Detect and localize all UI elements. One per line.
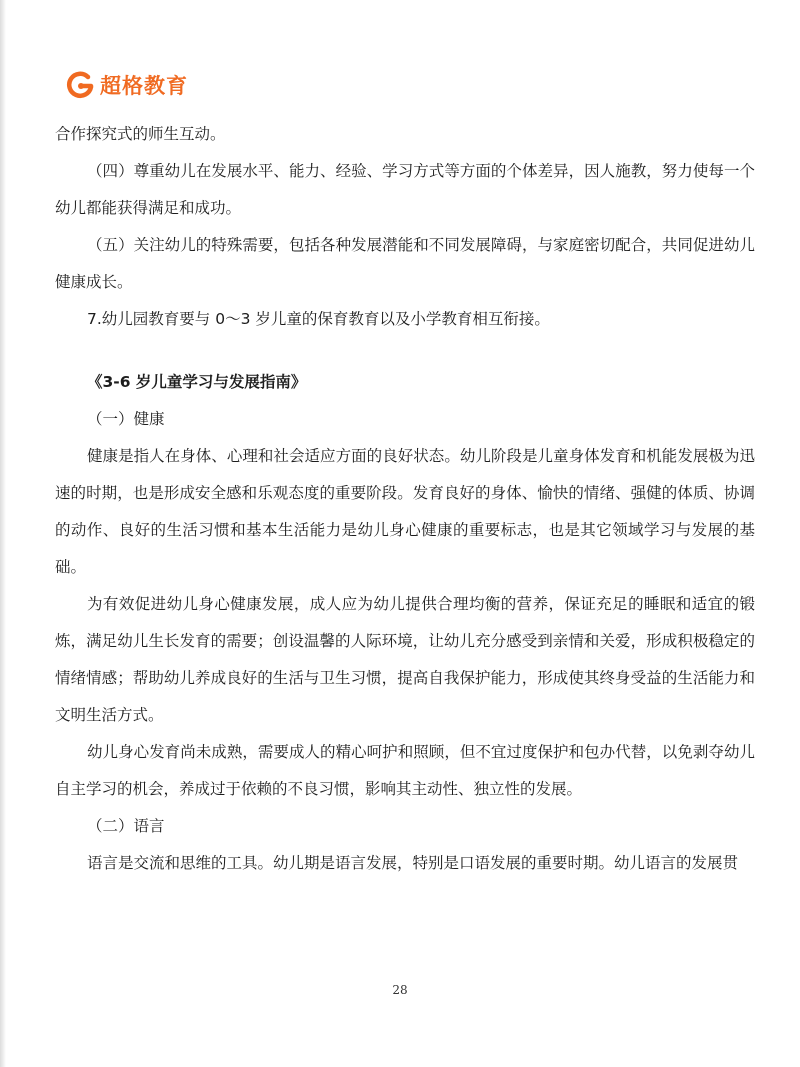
page-number: 28 — [392, 983, 408, 997]
paragraph-health-definition: 健康是指人在身体、心理和社会适应方面的良好状态。幼儿阶段是儿童身体发育和机能发展极为迅速的时期，也是形成安全感和乐观态度的重要阶段。发育良好的身体、愉快的情绪、强健的体质、协调的动作、良好的生活习惯和基本生活能力是幼儿身心健康的重要标志，也是其它领域学习与发展的基础。 — [55, 447, 755, 576]
brand-logo — [66, 68, 188, 102]
page-edge-shadow — [0, 0, 6, 1067]
paragraph-continuation: 合作探究式的师生互动。 — [55, 125, 226, 143]
section-heading: 《3-6 岁儿童学习与发展指南》 — [87, 373, 307, 391]
document-body — [55, 116, 755, 882]
brand-logo-text: 超格教育 — [100, 74, 188, 98]
subsection-title-health: （一）健康 — [87, 410, 165, 428]
paragraph-item-7: 7.幼儿园教育要与 0～3 岁儿童的保育教育以及小学教育相互衔接。 — [87, 310, 550, 328]
paragraph-health-care: 幼儿身心发育尚未成熟，需要成人的精心呵护和照顾，但不宜过度保护和包办代替，以免剥夺幼儿自主学习的机会，养成过于依赖的不良习惯，影响其主动性、独立性的发展。 — [55, 743, 755, 798]
paragraph-language-intro: 语言是交流和思维的工具。幼儿期是语言发展，特别是口语发展的重要时期。幼儿语言的发展贯 — [87, 854, 739, 872]
subsection-title-language: （二）语言 — [87, 817, 165, 835]
paragraph-item-4: （四）尊重幼儿在发展水平、能力、经验、学习方式等方面的个体差异，因人施教，努力使每一个幼儿都能获得满足和成功。 — [55, 162, 755, 217]
brand-logo-icon — [66, 70, 96, 100]
paragraph-health-promotion: 为有效促进幼儿身心健康发展，成人应为幼儿提供合理均衡的营养，保证充足的睡眠和适宜的锻炼，满足幼儿生长发育的需要；创设温馨的人际环境，让幼儿充分感受到亲情和关爱，形成积极稳定的情绪情感；帮助幼儿养成良好的生活与卫生习惯，提高自我保护能力，形成使其终身受益的生活能力和文明生活方式。 — [55, 595, 755, 724]
paragraph-item-5: （五）关注幼儿的特殊需要，包括各种发展潜能和不同发展障碍，与家庭密切配合，共同促进幼儿健康成长。 — [55, 236, 755, 291]
